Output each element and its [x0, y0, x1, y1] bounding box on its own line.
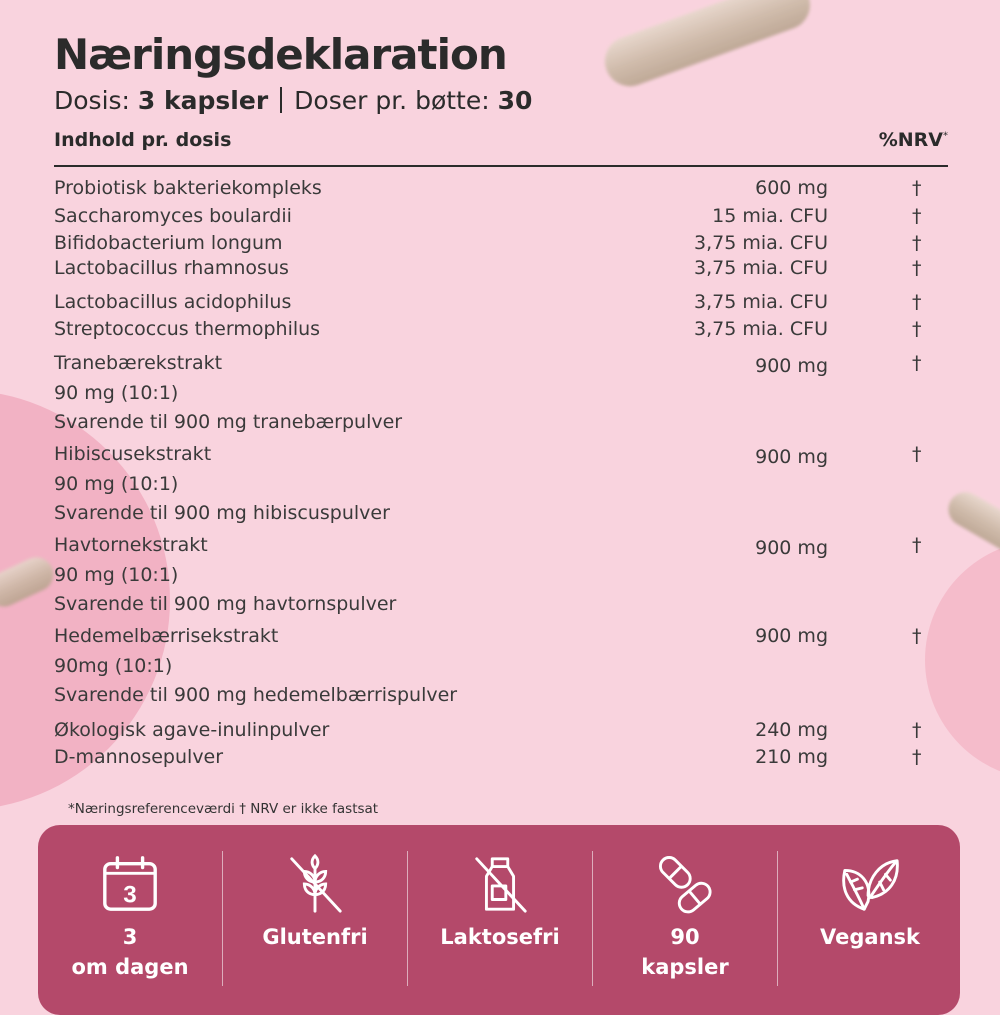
header-nrv	[879, 129, 948, 151]
header-rule	[54, 165, 948, 167]
ingredient-nrv: †	[912, 177, 922, 199]
feature-label-line1: Laktosefri	[440, 925, 560, 949]
ingredient-ratio: 90 mg (10:1)	[54, 564, 179, 586]
page-title: Næringsdeklaration	[54, 30, 507, 79]
ingredient-equivalent: Svarende til 900 mg hibiscuspulver	[54, 502, 390, 524]
ingredient-name: Bifidobacterium longum	[54, 232, 283, 254]
ingredient-amount: 3,75 mia. CFU	[694, 257, 828, 279]
features-banner	[38, 825, 960, 1015]
calendar-icon	[99, 853, 161, 915]
ingredient-amount: 15 mia. CFU	[712, 205, 828, 227]
ingredient-name: Probiotisk bakteriekompleks	[54, 177, 322, 199]
ingredient-name: Havtornekstrakt	[54, 534, 208, 556]
ingredient-name: Økologisk agave-inulinpulver	[54, 719, 330, 741]
feature-capsules	[593, 825, 777, 1000]
ingredient-equivalent: Svarende til 900 mg hedemelbærrispulver	[54, 684, 458, 706]
ingredient-amount: 3,75 mia. CFU	[694, 232, 828, 254]
footnote: *Næringsreferenceværdi † NRV er ikke fastsat	[68, 801, 379, 817]
capsule-decoration	[598, 0, 817, 93]
ingredient-amount: 3,75 mia. CFU	[694, 318, 828, 340]
ingredient-equivalent: Svarende til 900 mg tranebærpulver	[54, 411, 403, 433]
ingredient-ratio: 90 mg (10:1)	[54, 382, 179, 404]
decorative-circle-right	[925, 540, 1000, 780]
feature-label	[38, 922, 222, 982]
ingredient-nrv: †	[912, 746, 922, 768]
doses-per-tub-label: Doser pr. bøtte:	[294, 86, 490, 115]
ingredient-name: Tranebærekstrakt	[54, 352, 223, 374]
ingredient-name: D-mannosepulver	[54, 746, 224, 768]
ingredient-equivalent: Svarende til 900 mg havtornspulver	[54, 593, 397, 615]
ingredient-nrv: †	[912, 318, 922, 340]
header-nrv-label: %NRV	[878, 129, 943, 151]
feature-dosage	[38, 825, 222, 1000]
gluten-free-icon	[284, 853, 346, 915]
dose-label: Dosis:	[54, 86, 130, 115]
ingredient-nrv: †	[912, 257, 922, 279]
doses-per-tub-value: 30	[497, 86, 533, 115]
ingredient-amount: 900 mg	[755, 446, 828, 468]
feature-label-line1: 3	[122, 925, 138, 949]
ingredient-amount: 240 mg	[755, 719, 828, 741]
ingredient-amount: 210 mg	[755, 746, 828, 768]
ingredient-nrv: †	[912, 534, 922, 556]
ingredient-amount: 3,75 mia. CFU	[694, 291, 828, 313]
ingredient-ratio: 90 mg (10:1)	[54, 473, 179, 495]
feature-gluten-free	[223, 825, 407, 1000]
lactose-free-icon	[469, 853, 531, 915]
ingredient-name: Lactobacillus acidophilus	[54, 291, 292, 313]
ingredient-nrv: †	[912, 352, 922, 374]
calendar-number: 3	[123, 881, 137, 909]
ingredient-name: Hedemelbærrisekstrakt	[54, 625, 279, 647]
feature-vegan	[778, 825, 962, 1000]
ingredient-nrv: †	[912, 443, 922, 465]
ingredient-amount: 900 mg	[755, 355, 828, 377]
ingredient-nrv: †	[912, 625, 922, 647]
feature-label	[223, 922, 407, 952]
ingredient-nrv: †	[912, 232, 922, 254]
ingredient-nrv: †	[912, 291, 922, 313]
ingredient-amount: 900 mg	[755, 537, 828, 559]
dose-value: 3 kapsler	[137, 86, 269, 115]
feature-label	[593, 922, 777, 982]
feature-label-line2: om dagen	[71, 955, 189, 979]
ingredient-nrv: †	[912, 205, 922, 227]
capsule-decoration	[942, 486, 1000, 558]
feature-label	[408, 922, 592, 952]
ingredient-name: Hibiscusekstrakt	[54, 443, 212, 465]
feature-label	[778, 922, 962, 952]
feature-label-line2: kapsler	[641, 955, 729, 979]
header-nrv-mark: *	[943, 130, 948, 142]
separator	[280, 87, 282, 113]
feature-label-line1: Vegansk	[820, 925, 920, 949]
feature-label-line1: Glutenfri	[262, 925, 368, 949]
ingredient-name: Lactobacillus rhamnosus	[54, 257, 289, 279]
dose-info	[54, 86, 532, 115]
table-header	[54, 129, 948, 163]
ingredient-ratio: 90mg (10:1)	[54, 655, 173, 677]
feature-lactose-free	[408, 825, 592, 1000]
header-content: Indhold pr. dosis	[54, 129, 232, 151]
ingredient-name: Streptococcus thermophilus	[54, 318, 321, 340]
feature-label-line1: 90	[670, 925, 700, 949]
ingredient-name: Saccharomyces boulardii	[54, 205, 292, 227]
ingredient-amount: 600 mg	[755, 177, 828, 199]
ingredient-nrv: †	[912, 719, 922, 741]
leaves-icon	[839, 853, 901, 915]
ingredient-amount: 900 mg	[755, 625, 828, 647]
capsules-icon	[654, 853, 716, 915]
